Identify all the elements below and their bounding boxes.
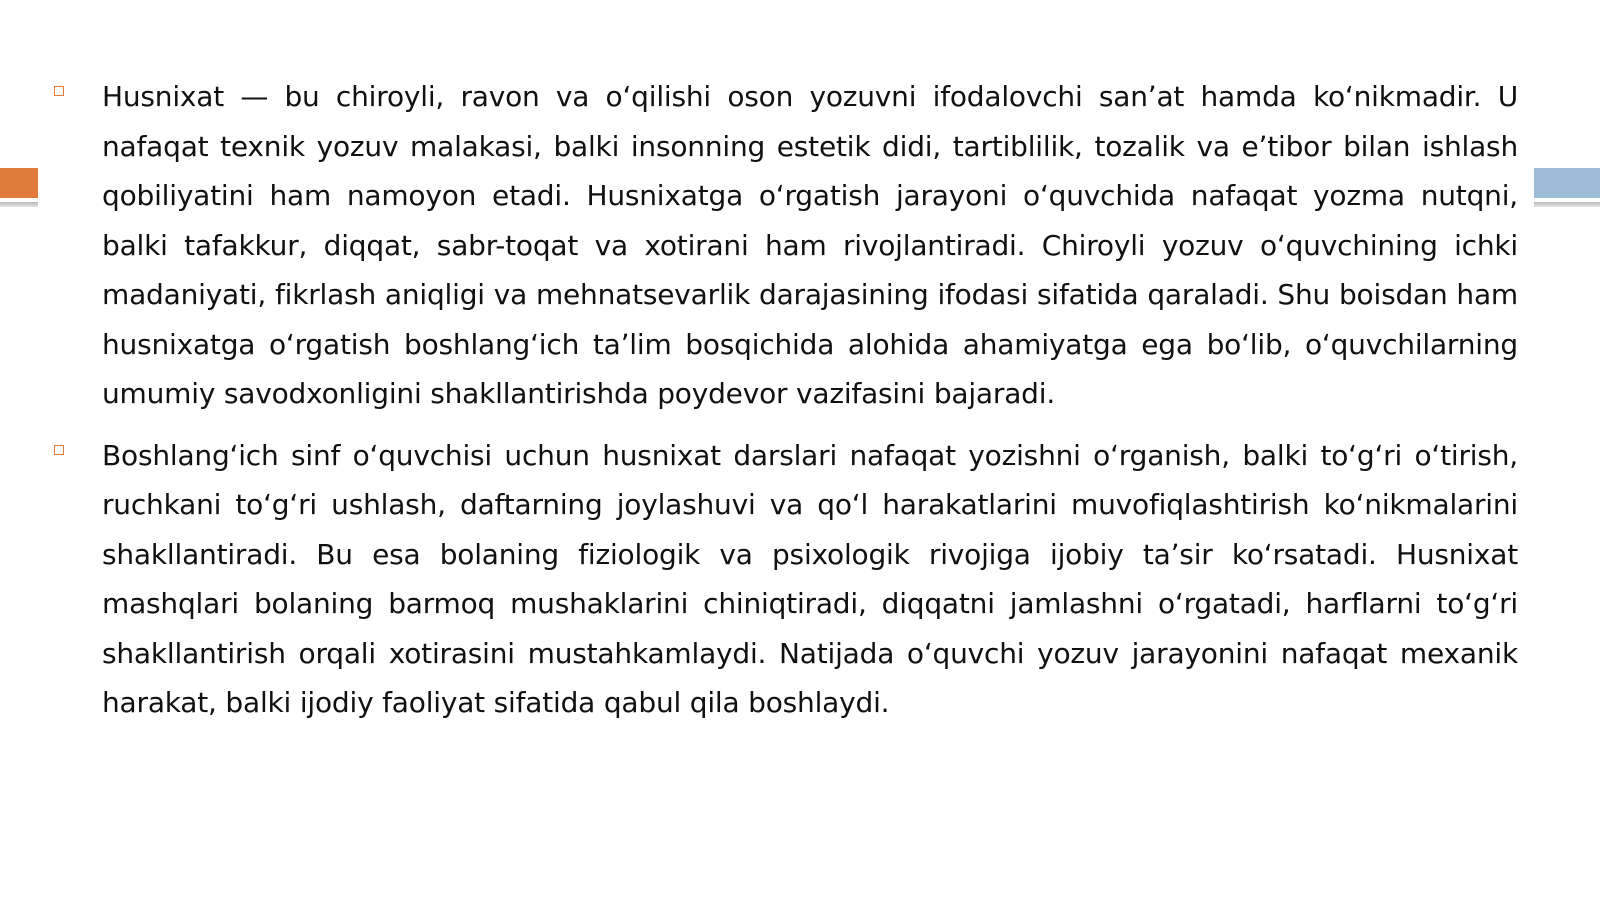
left-accent-bar [0, 168, 38, 198]
bullet-item-1 [52, 72, 1518, 419]
bullet-text: Husnixat — bu chiroyli, ravon va oʻqilishi oson yozuvni ifodalovchi sanʼat hamda koʻnikmadir. U nafaqat texnik yozuv malakasi, balki insonning estetik didi, tartiblilik, tozalik va eʼtibor bilan ishlash qobiliyatini ham namoyon etadi. Husnixatga oʻrgatish jarayoni oʻquvchida nafaqat yozma nutqni, balki tafakkur, diqqat, sabr-toqat va xotirani ham rivojlantiradi. Chiroyli yozuv oʻquvchining ichki madaniyati, fikrlash aniqligi va mehnatsevarlik darajasining ifodasi sifatida qaraladi. Shu boisdan ham husnixatga oʻrgatish boshlangʻich taʼlim bosqichida alohida ahamiyatga ega boʻlib, oʻquvchilarning umumiy savodxonligini shakllantirishda poydevor vazifasini bajaradi. [102, 80, 1518, 410]
square-bullet-icon [54, 445, 64, 455]
square-bullet-icon [54, 86, 64, 96]
left-accent-shadow [0, 202, 38, 207]
bullet-item-2 [52, 431, 1518, 728]
slide-body [52, 72, 1518, 740]
bullet-text: Boshlangʻich sinf oʻquvchisi uchun husnixat darslari nafaqat yozishni oʻrganish, balki toʻgʻri oʻtirish, ruchkani toʻgʻri ushlash, daftarning joylashuvi va qoʻl harakatlarini muvofiqlashtirish koʻnikmalarini shakllantiradi. Bu esa bolaning fiziologik va psixologik rivojiga ijobiy taʼsir koʻrsatadi. Husnixat mashqlari bolaning barmoq mushaklarini chiniqtiradi, diqqatni jamlashni oʻrgatadi, harflarni toʻgʻri shakllantirish orqali xotirasini mustahkamlaydi. Natijada oʻquvchi yozuv jarayonini nafaqat mexanik harakat, balki ijodiy faoliyat sifatida qabul qila boshlaydi. [102, 438, 1518, 719]
right-accent-shadow [1534, 202, 1600, 207]
right-accent-bar [1534, 168, 1600, 198]
